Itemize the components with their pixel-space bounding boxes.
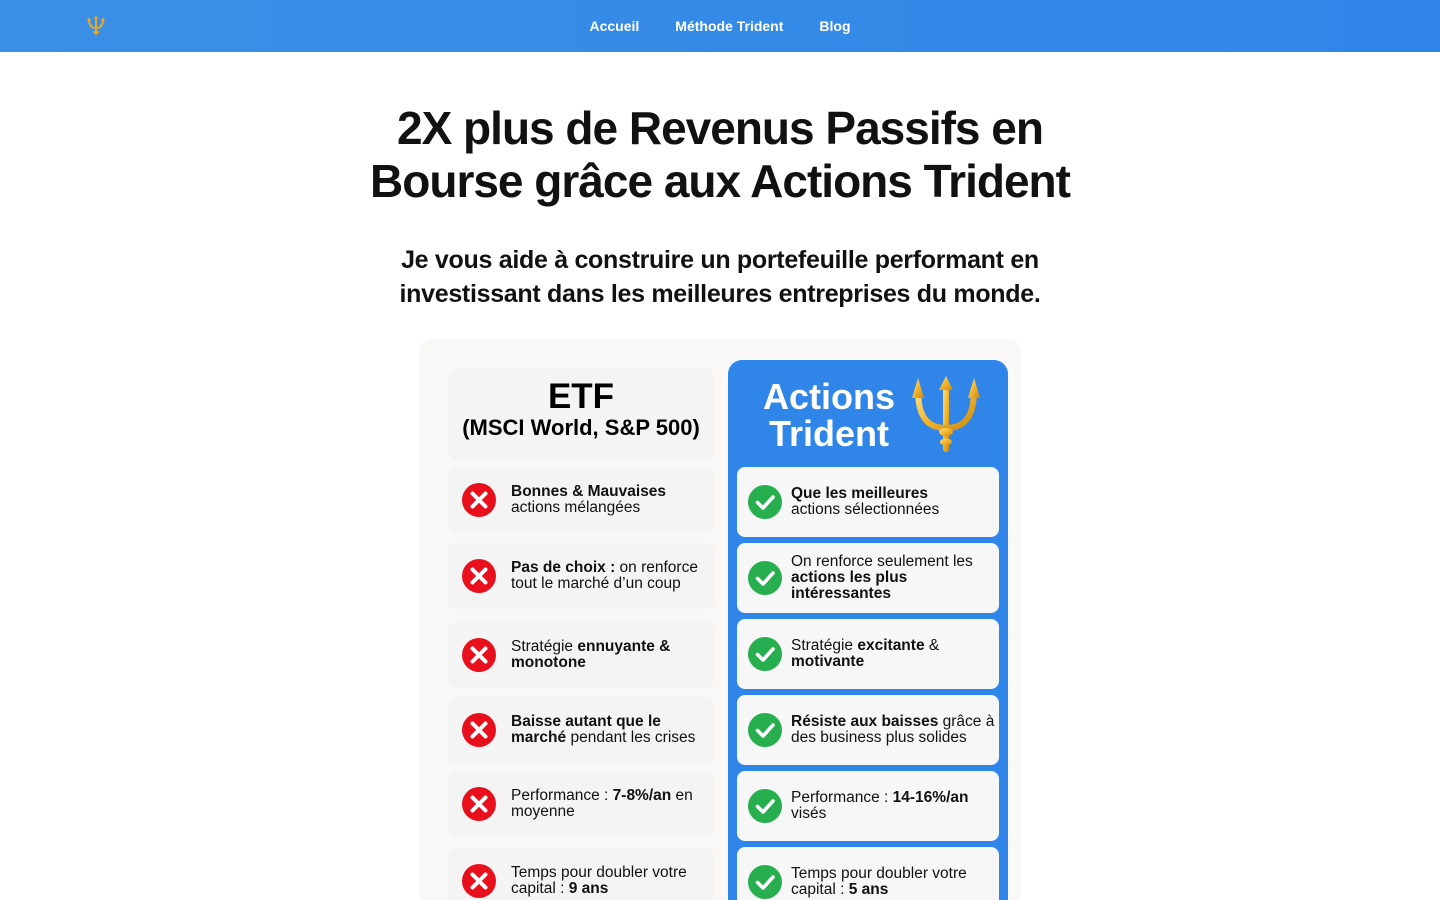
green-check-icon	[748, 713, 782, 747]
trident-row	[737, 847, 999, 900]
row-text	[511, 560, 714, 592]
row-text-post: visés	[791, 805, 827, 822]
trident-row	[737, 543, 999, 613]
row-text	[511, 639, 714, 671]
row-text-bold: 5 ans	[848, 881, 889, 898]
page-title-line2: Bourse grâce aux Actions Trident	[370, 155, 1070, 207]
row-text	[791, 790, 999, 822]
row-text-bold: Pas de choix :	[511, 559, 616, 576]
trident-row	[737, 619, 999, 689]
green-check-icon	[748, 561, 782, 595]
etf-subtitle: (MSCI World, S&P 500)	[462, 415, 700, 440]
etf-row	[448, 622, 714, 688]
page-subtitle-line2: investissant dans les meilleures entreprises du monde.	[399, 280, 1041, 308]
page-subtitle	[340, 243, 1100, 311]
row-text-pre: Performance :	[511, 787, 613, 804]
etf-header	[448, 368, 714, 460]
row-text-post: &	[924, 637, 940, 654]
row-text-post: actions mélangées	[511, 499, 641, 516]
red-cross-icon	[462, 559, 496, 593]
row-text-pre: Temps pour doubler votre capital :	[511, 864, 687, 897]
row-text-bold: actions les plus intéressantes	[791, 569, 908, 602]
trident-row	[737, 771, 999, 841]
etf-row	[448, 771, 714, 837]
red-cross-icon	[462, 864, 496, 898]
red-cross-icon	[462, 787, 496, 821]
row-text-post: actions sélectionnées	[791, 501, 940, 518]
etf-row	[448, 543, 714, 609]
row-text	[511, 788, 714, 820]
row-text-post: en moyenne	[511, 787, 693, 820]
nav-link-methode-trident[interactable]: Méthode Trident	[675, 18, 784, 34]
row-text-post: on renforce tout le marché d’un coup	[511, 559, 698, 592]
row-text-bold: Résiste aux baisses	[791, 713, 939, 730]
red-cross-icon	[462, 638, 496, 672]
row-text-bold: Baisse autant que le marché	[511, 713, 661, 746]
row-text-bold: 9 ans	[568, 880, 609, 897]
row-text-bold: excitante	[857, 637, 925, 654]
trident-title-line2: Trident	[768, 413, 889, 454]
row-text-post: pendant les crises	[566, 729, 696, 746]
etf-title: ETF	[547, 377, 615, 416]
red-cross-icon	[462, 483, 496, 517]
nav-link-blog[interactable]: Blog	[819, 18, 851, 34]
row-text-pre: On renforce seulement les	[791, 553, 973, 570]
etf-row	[448, 848, 714, 900]
row-text-bold: motivante	[791, 653, 865, 670]
row-text-bold: 7-8%/an	[612, 787, 672, 804]
row-text-bold: ennuyante & monotone	[511, 638, 671, 671]
row-text	[791, 714, 999, 746]
etf-row	[448, 697, 714, 763]
green-check-icon	[748, 485, 782, 519]
row-text-post: grâce à des business plus solides	[791, 713, 995, 746]
row-text-pre: Temps pour doubler votre capital :	[791, 865, 967, 898]
row-text	[791, 866, 999, 898]
etf-row	[448, 467, 714, 533]
golden-trident-icon	[910, 376, 982, 454]
row-text-bold: Que les meilleures	[791, 485, 928, 502]
green-check-icon	[748, 789, 782, 823]
top-navbar	[0, 0, 1440, 52]
green-check-icon	[748, 865, 782, 899]
row-text-pre: Stratégie	[791, 637, 858, 654]
page-subtitle-line1: Je vous aide à construire un portefeuille performant en	[401, 246, 1039, 274]
row-text	[791, 486, 939, 518]
row-text-bold: Bonnes & Mauvaises	[511, 483, 667, 500]
row-text	[791, 554, 999, 602]
page-title	[320, 102, 1120, 208]
row-text-bold: 14-16%/an	[892, 789, 969, 806]
nav-links	[0, 0, 1440, 52]
red-cross-icon	[462, 713, 496, 747]
row-text	[791, 638, 999, 670]
row-text	[511, 714, 714, 746]
trident-title-line1: Actions	[762, 376, 895, 417]
row-text	[511, 865, 714, 897]
trident-row	[737, 467, 999, 537]
row-text	[511, 484, 666, 516]
row-text-pre: Stratégie	[511, 638, 578, 655]
trident-row	[737, 695, 999, 765]
trident-title	[744, 378, 914, 452]
row-text-pre: Performance :	[791, 789, 893, 806]
nav-link-accueil[interactable]: Accueil	[589, 18, 640, 34]
green-check-icon	[748, 637, 782, 671]
page-title-line1: 2X plus de Revenus Passifs en	[397, 102, 1043, 154]
